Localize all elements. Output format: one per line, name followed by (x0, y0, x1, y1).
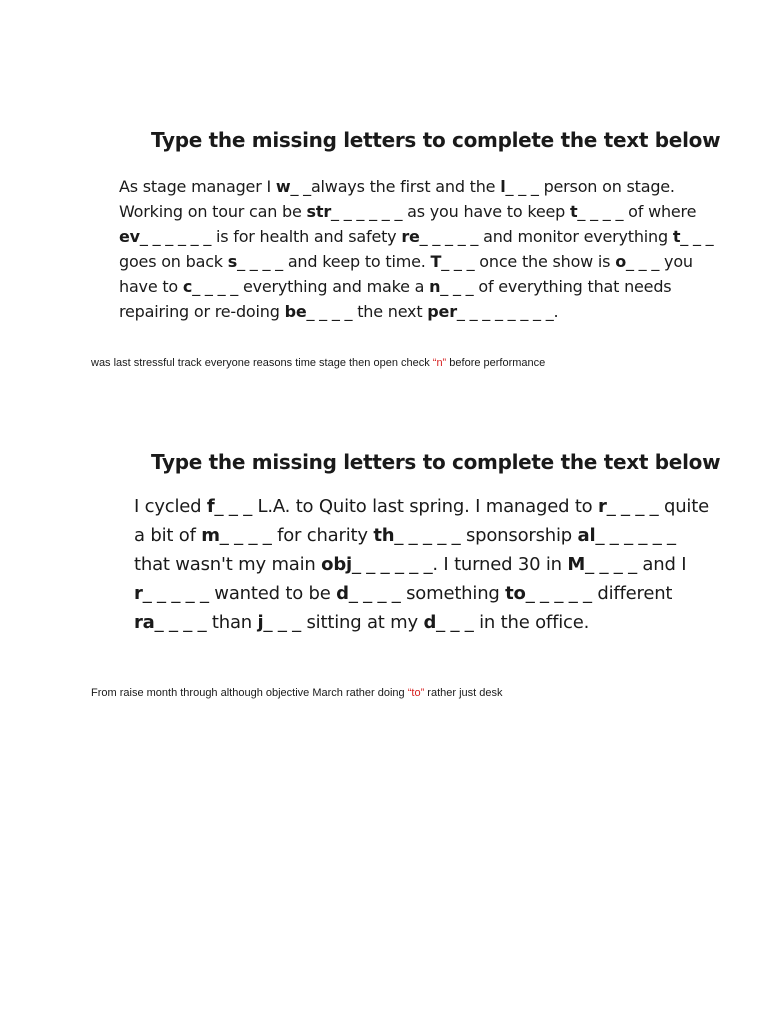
word-hint: r (598, 496, 607, 517)
text-segment: _ _ _ L.A. to Quito last spring. I managed to (214, 496, 599, 517)
answer-key-words: was last stressful track everyone reasons time stage then open check (91, 357, 433, 369)
exercise-1-title: Type the missing letters to complete the text below (151, 128, 721, 152)
word-hint: f (206, 496, 215, 517)
exercise-1-answer-key (91, 357, 545, 369)
text-segment: _ _always the first and the (290, 177, 501, 196)
word-hint: obj (321, 554, 352, 575)
text-segment: _ _ _ _ and I (585, 554, 687, 575)
text-segment: Working on tour can be (119, 202, 307, 221)
text-segment: _ _ _ person on stage. (505, 177, 675, 196)
exercise-2-answer-key (91, 687, 503, 699)
answer-key-words-end: before performance (446, 357, 546, 369)
answer-key-words: From raise month through although objective March rather doing (91, 687, 408, 699)
text-segment: _ _ _ _ _ and monitor everything (419, 227, 673, 246)
word-hint: to (505, 583, 526, 604)
word-hint: ra (134, 612, 155, 633)
text-segment: a bit of (134, 525, 202, 546)
text-segment: _ _ _ _ _ _ is for health and safety (139, 227, 402, 246)
word-hint: M (567, 554, 586, 575)
text-segment: _ _ _ _ of where (577, 202, 697, 221)
exercise-2-title: Type the missing letters to complete the text below (151, 450, 721, 474)
word-hint: t (569, 202, 578, 221)
word-hint: per (427, 302, 457, 321)
word-hint: r (134, 583, 143, 604)
word-hint: d (423, 612, 437, 633)
exercise-2-text (134, 492, 764, 637)
word-hint: l (500, 177, 506, 196)
answer-key-hint: “n” (432, 357, 447, 369)
text-segment: goes on back (119, 252, 228, 271)
word-hint: al (577, 525, 596, 546)
text-segment: I cycled (134, 496, 207, 517)
text-segment: _ _ _ in the office. (436, 612, 590, 633)
text-segment: _ _ _ _ something (348, 583, 506, 604)
word-hint: j (257, 612, 264, 633)
answer-key-words-end: rather just desk (424, 687, 503, 699)
text-segment: _ _ _ _ _ different (525, 583, 673, 604)
text-segment: _ _ _ _ the next (306, 302, 428, 321)
word-hint: be (284, 302, 307, 321)
text-segment: _ _ _ once the show is (441, 252, 616, 271)
word-hint: str (306, 202, 332, 221)
text-segment: _ _ _ _ _ _ _ _. (456, 302, 559, 321)
text-segment: repairing or re-doing (119, 302, 285, 321)
word-hint: T (430, 252, 442, 271)
text-segment: _ _ _ _ everything and make a (192, 277, 430, 296)
word-hint: m (201, 525, 220, 546)
text-segment: _ _ _ _ than (154, 612, 258, 633)
text-segment: _ _ _ _ _ sponsorship (394, 525, 578, 546)
text-segment: _ _ _ _ _ _ (595, 525, 676, 546)
text-segment: _ _ _ _ and keep to time. (237, 252, 431, 271)
word-hint: c (182, 277, 193, 296)
text-segment: _ _ _ you (626, 252, 693, 271)
word-hint: t (672, 227, 681, 246)
answer-key-hint: “to” (407, 687, 425, 699)
text-segment: have to (119, 277, 183, 296)
word-hint: th (373, 525, 395, 546)
text-segment: _ _ _ _ _ _ as you have to keep (331, 202, 570, 221)
text-segment: _ _ _ _ _ wanted to be (142, 583, 337, 604)
word-hint: w (275, 177, 291, 196)
exercise-1-text (119, 174, 759, 324)
text-segment: _ _ _ of everything that needs (440, 277, 672, 296)
word-hint: o (615, 252, 626, 271)
word-hint: s (227, 252, 238, 271)
word-hint: re (401, 227, 420, 246)
text-segment: _ _ _ _ for charity (219, 525, 374, 546)
text-segment: that wasn't my main (134, 554, 322, 575)
text-segment: _ _ _ _ _ _. I turned 30 in (351, 554, 568, 575)
text-segment: _ _ _ sitting at my (263, 612, 424, 633)
text-segment: _ _ _ (680, 227, 714, 246)
word-hint: d (336, 583, 349, 604)
word-hint: ev (119, 227, 140, 246)
word-hint: n (429, 277, 441, 296)
text-segment: As stage manager I (119, 177, 276, 196)
text-segment: _ _ _ _ quite (606, 496, 709, 517)
